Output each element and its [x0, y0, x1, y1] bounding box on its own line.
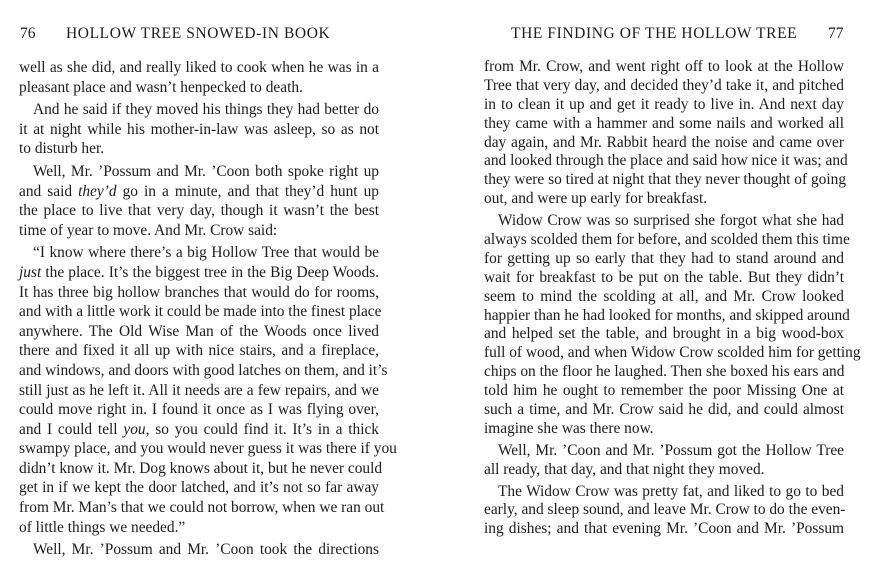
text-line: seem to mind the scolding at all, and Mr. Crow looked	[484, 287, 844, 305]
text-line: told him he ought to remember the poor Missing One at	[484, 382, 844, 400]
text-line: Well, Mr. ’Possum and Mr. ’Coon took the directions	[33, 541, 379, 559]
text-line: for getting up so early that they had to stand around and	[484, 249, 844, 267]
text-line: there and fixed it all up with nice stairs, and a fireplace,	[19, 342, 379, 360]
text-line: Widow Crow was so surprised she forgot what she had	[498, 212, 844, 230]
text-line: and I could tell you, so you could find it. It’s in a thick	[19, 420, 379, 438]
text-line: and with a little work it could be made into the finest place	[19, 303, 382, 321]
text-line: just the place. It’s the biggest tree in the Big Deep Woods.	[19, 263, 379, 281]
text-line: time of year to move. And Mr. Crow said:	[19, 221, 278, 239]
text-line: swampy place, and you would never guess it was there if you	[19, 440, 397, 458]
text-line: and looked through the place and said how nice it was; and	[484, 152, 848, 170]
text-line: “I know where there’s a big Hollow Tree that would be	[33, 244, 379, 262]
text-line: didn’t know it. Mr. Dog knows about it, but he never could	[19, 459, 383, 477]
text-line: out, and were up early for breakfast.	[484, 190, 708, 208]
running-head: HOLLOW TREE SNOWED-IN BOOK	[66, 25, 331, 42]
text-line: Well, Mr. ’Possum and Mr. ’Coon both spoke right up	[33, 162, 379, 180]
paragraph	[19, 243, 397, 537]
italic-text: you	[123, 420, 146, 438]
text-line: from Mr. Crow, and went right off to look at the Hollow	[484, 58, 844, 75]
text-line: early, and sleep sound, and leave Mr. Crow to do the even-	[484, 501, 846, 519]
text-line: happier than he had looked for months, and skipped around	[484, 306, 850, 324]
text-line: it at night while his mother-in-law was asleep, so as not	[19, 120, 379, 138]
text-line: to disturb her.	[19, 140, 105, 158]
text-line: The Widow Crow was pretty fat, and liked to go to bed	[498, 482, 844, 500]
text-line: full of wood, and when Widow Crow scolded him for getting	[484, 344, 861, 362]
text-line: all ready, that day, and that night they moved.	[484, 460, 765, 478]
text-line: get in if we kept the door latched, and it’s not so far away	[19, 479, 379, 497]
paragraph	[19, 100, 379, 159]
text-line: chips on the floor he laughed. Then she boxed his ears and	[484, 363, 845, 381]
text-line: It has three big hollow branches that would do for rooms,	[19, 283, 379, 301]
page-number: 76	[20, 25, 36, 42]
text-line: well as she did, and really liked to cook when he was in a	[19, 59, 379, 76]
paragraph	[484, 483, 844, 540]
text-line: always scolded them for before, and scolded them this time	[484, 231, 850, 249]
text-line: of little things we needed.”	[19, 518, 186, 536]
paragraph	[19, 540, 379, 560]
text-line: day again, and Mr. Rabbit heard the noise and came over	[484, 133, 844, 151]
text-line: wait for breakfast to be put on the table. But they didn’t	[484, 268, 844, 286]
text-line: anywhere. The Old Wise Man of the Woods once lived	[19, 322, 379, 340]
text-line: such a time, and Mr. Crow said he did, and could almost	[484, 401, 844, 419]
text-line: the place to live that very day, though it wasn’t the best	[19, 202, 379, 220]
running-head: THE FINDING OF THE HOLLOW TREE	[511, 25, 798, 42]
italic-text: they’d	[78, 182, 117, 200]
paragraph	[19, 58, 379, 97]
text-line: they were so tired at night that they never thought of going	[484, 171, 847, 189]
italic-text: just	[19, 263, 42, 281]
text-line: imagine she was there now.	[484, 419, 654, 437]
body-text	[484, 58, 861, 539]
text-line: pleasant place and wasn’t henpecked to death.	[19, 78, 303, 96]
text-line: from Mr. Man’s that we could not borrow, when we ran out	[19, 499, 385, 517]
body-text	[19, 58, 397, 560]
paragraph	[19, 162, 379, 240]
text-line: Tree that very day, and decided they’d take it, and pitched	[484, 76, 844, 94]
paragraph	[484, 58, 848, 209]
page-number: 77	[828, 25, 844, 42]
text-line: And he said if they moved his things they had better do	[33, 101, 379, 119]
text-line: could move right in. I found it once as I was flying over,	[19, 401, 379, 419]
text-line: and windows, and doors with good latches on them, and it’s	[19, 361, 388, 379]
paragraph	[484, 442, 844, 480]
text-line: and said they’d go in a minute, and that they’d hunt up	[19, 182, 379, 200]
text-line: Well, Mr. ’Coon and Mr. ’Possum got the Hollow Tree	[498, 441, 844, 459]
text-line: ing dishes; and that evening Mr. ’Coon and Mr. ’Possum	[484, 520, 844, 538]
right-page	[440, 0, 871, 567]
text-line: and helped set the table, and brought in a big wood-box	[484, 325, 844, 343]
paragraph	[484, 212, 861, 439]
text-line: still just as he left it. All it needs are a few repairs, and we	[19, 381, 379, 399]
text-line: they came with a hammer and some nails and worked all	[484, 114, 844, 132]
text-line: in to clean it up and get it ready to live in. And next day	[484, 95, 844, 113]
